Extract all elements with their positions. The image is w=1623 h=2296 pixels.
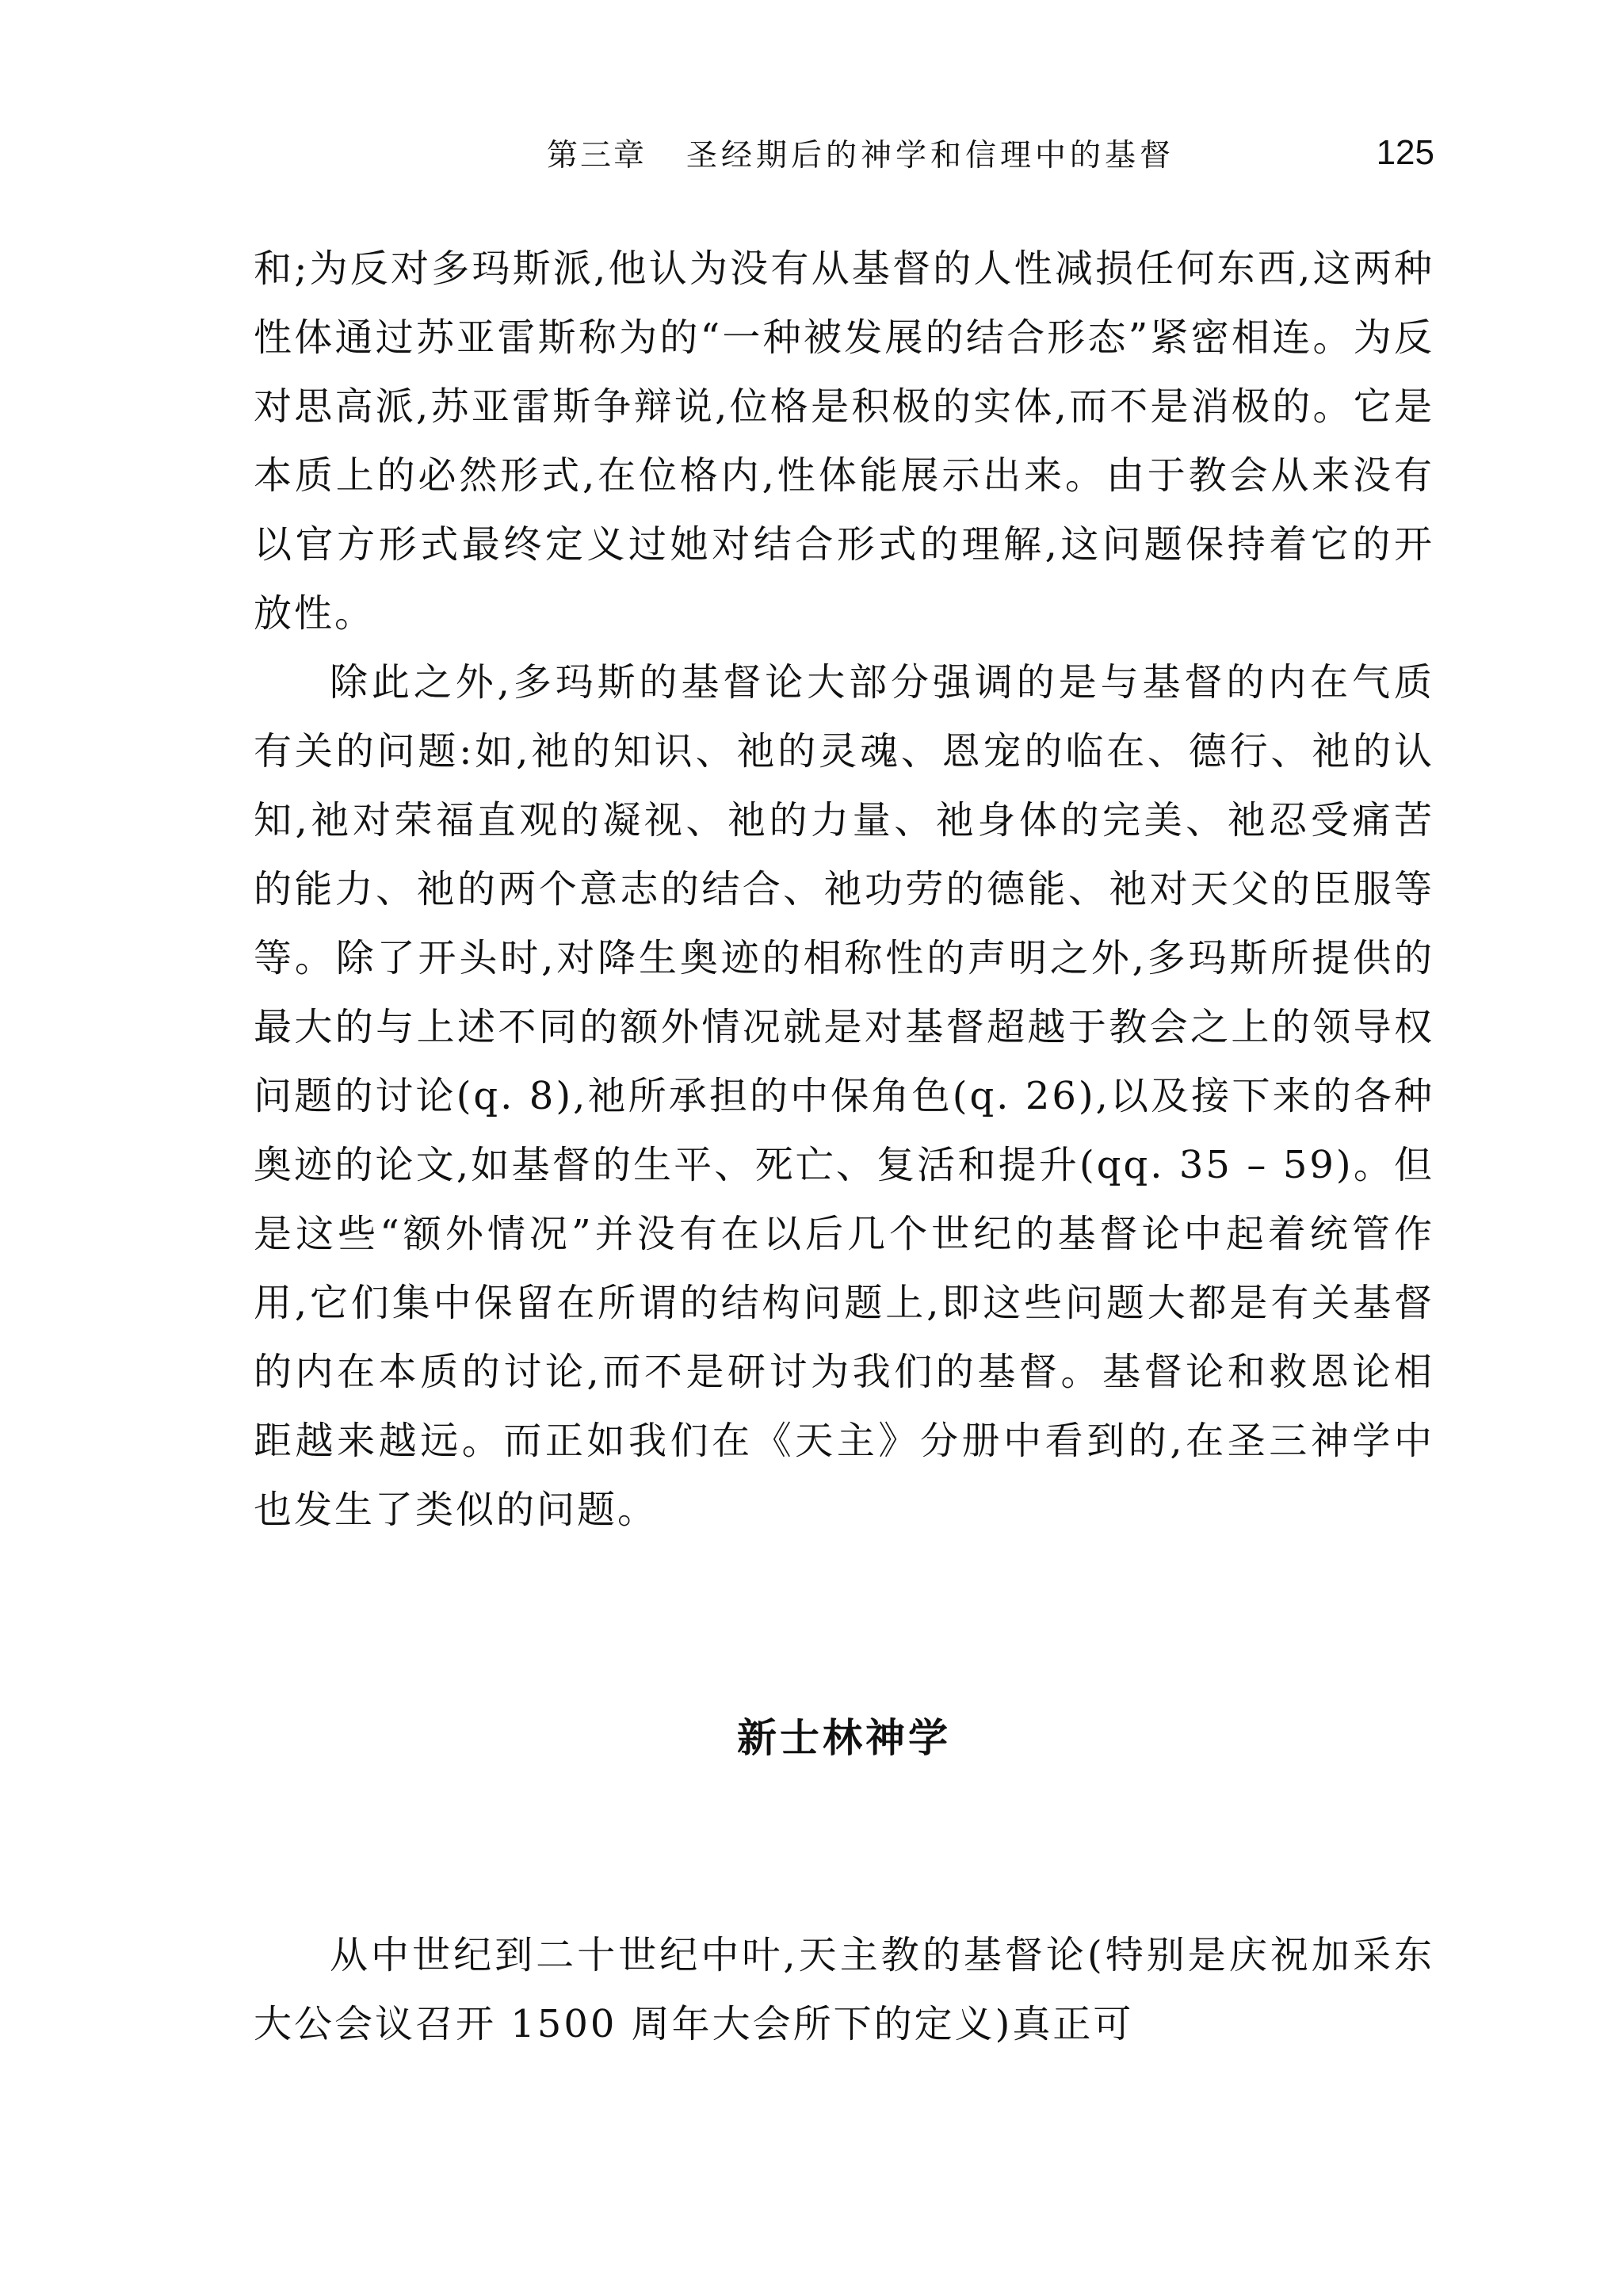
paragraph: 除此之外,多玛斯的基督论大部分强调的是与基督的内在气质有关的问题:如,祂的知识、祂的灵魂、恩宠的临在、德行、祂的认知,祂对荣福直观的凝视、祂的力量、祂身体的完美、祂忍受痛苦的能力、祂的两个意志的结合、祂功劳的德能、祂对天父的臣服等等。除了开头时,对降生奥迹的相称性的声明之外,多玛斯所提供的最大的与上述不同的额外情况就是对基督超越于教会之上的领导权问题的讨论(q. 8),祂所承担的中保角色(q. 26),以及接下来的各种奥迹的论文,如基督的生平、死亡、复活和提升(qq. 35 – 59)。但是这些“额外情况”并没有在以后几个世纪的基督论中起着统管作用,它们集中保留在所谓的结构问题上,即这些问题大都是有关基督的内在本质的讨论,而不是研讨为我们的基督。基督论和救恩论相距越来越远。而正如我们在《天主》分册中看到的,在圣三神学中也发生了类似的问题。 — [254, 660, 1434, 1532]
paragraph-continued: 和;为反对多玛斯派,他认为没有从基督的人性减损任何东西,这两种性体通过苏亚雷斯称为的“一种被发展的结合形态”紧密相连。为反对思高派,苏亚雷斯争辩说,位格是积极的实体,而不是消极的。它是本质上的必然形式,在位格内,性体能展示出来。由于教会从来没有以官方形式最终定义过她对结合形式的理解,这问题保持着它的开放性。 — [254, 246, 1434, 636]
running-title: 圣经期后的神学和信理中的基督 — [686, 138, 1175, 174]
page-number: 125 — [1376, 133, 1434, 172]
section-heading: 新士林神学 — [737, 1715, 951, 1761]
chapter-label: 第三章 — [547, 138, 647, 174]
running-header — [547, 125, 1434, 181]
body-text — [254, 235, 1434, 1545]
section-body-text — [254, 1921, 1434, 2059]
section-paragraph: 从中世纪到二十世纪中叶,天主教的基督论(特别是庆祝加采东大公会议召开 1500 周年大会所下的定义)真正可 — [254, 1933, 1434, 2046]
